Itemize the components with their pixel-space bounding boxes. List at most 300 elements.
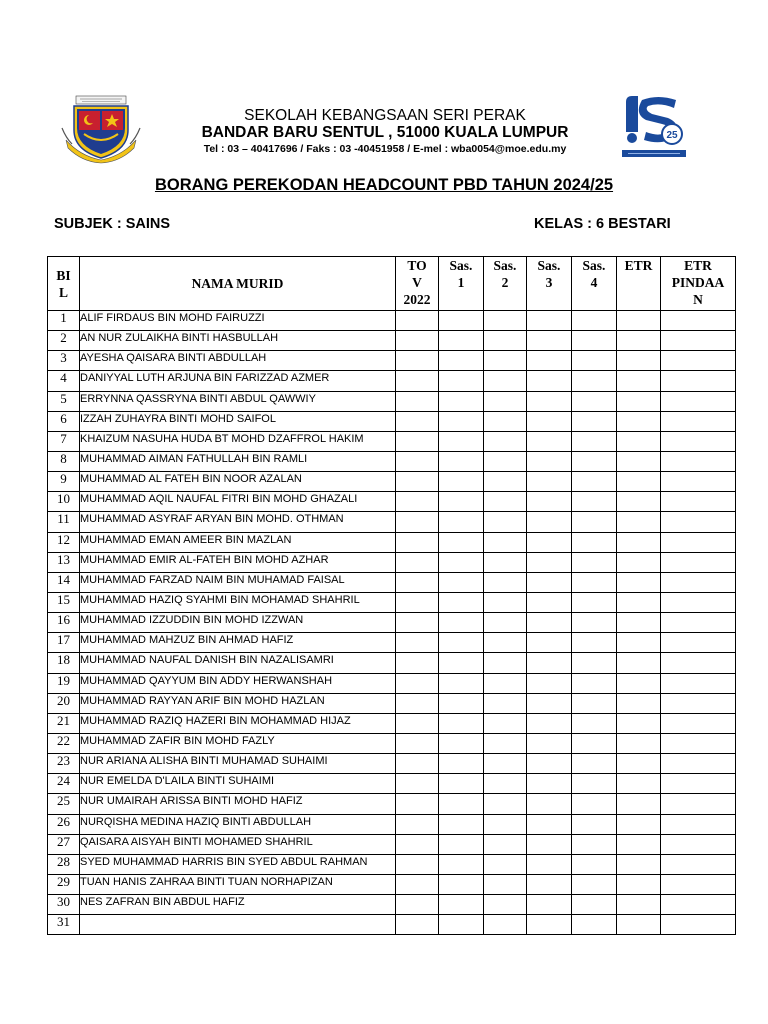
table-row (48, 613, 736, 633)
etr-cell[interactable] (617, 451, 661, 471)
student-name: MUHAMMAD AIMAN FATHULLAH BIN RAMLI (80, 451, 396, 471)
etr-pindaan-cell[interactable] (661, 613, 736, 633)
etr-cell[interactable] (617, 814, 661, 834)
sas2-cell[interactable] (484, 532, 527, 552)
sas1-cell[interactable] (439, 915, 484, 935)
table-row (48, 572, 736, 592)
etr-pindaan-cell[interactable] (661, 754, 736, 774)
sas1-cell[interactable] (439, 895, 484, 915)
sas1-cell[interactable] (439, 331, 484, 351)
sas2-cell[interactable] (484, 854, 527, 874)
sas3-cell[interactable] (527, 874, 572, 894)
row-number: 29 (48, 874, 80, 894)
sas4-cell[interactable] (572, 472, 617, 492)
etr-cell[interactable] (617, 713, 661, 733)
sas3-cell[interactable] (527, 411, 572, 431)
sas2-cell[interactable] (484, 431, 527, 451)
student-name: ERRYNNA QASSRYNA BINTI ABDUL QAWWIY (80, 391, 396, 411)
table-row (48, 532, 736, 552)
tov-cell[interactable] (396, 532, 439, 552)
etr-pindaan-cell[interactable] (661, 895, 736, 915)
etr-pindaan-cell[interactable] (661, 311, 736, 331)
row-number: 27 (48, 834, 80, 854)
sas1-cell[interactable] (439, 673, 484, 693)
sas2-cell[interactable] (484, 331, 527, 351)
etr-pindaan-cell[interactable] (661, 774, 736, 794)
etr-cell[interactable] (617, 431, 661, 451)
sas2-cell[interactable] (484, 895, 527, 915)
table-body (48, 311, 736, 935)
sas2-cell[interactable] (484, 351, 527, 371)
sas1-cell[interactable] (439, 492, 484, 512)
etr-pindaan-cell[interactable] (661, 492, 736, 512)
tov-cell[interactable] (396, 472, 439, 492)
sas1-cell[interactable] (439, 532, 484, 552)
student-name: NES ZAFRAN BIN ABDUL HAFIZ (80, 895, 396, 915)
sas4-cell[interactable] (572, 391, 617, 411)
student-name: ALIF FIRDAUS BIN MOHD FAIRUZZI (80, 311, 396, 331)
table-header-row (48, 257, 736, 311)
sas2-cell[interactable] (484, 733, 527, 753)
header-text-line: 2 (501, 275, 509, 290)
sas4-cell[interactable] (572, 431, 617, 451)
sas3-cell[interactable] (527, 854, 572, 874)
etr-cell[interactable] (617, 492, 661, 512)
sas4-cell[interactable] (572, 713, 617, 733)
tov-cell[interactable] (396, 874, 439, 894)
header-etr-pindaan (661, 257, 736, 311)
sas1-cell[interactable] (439, 713, 484, 733)
sas1-cell[interactable] (439, 754, 484, 774)
sas4-cell[interactable] (572, 512, 617, 532)
sas1-cell[interactable] (439, 552, 484, 572)
etr-pindaan-cell[interactable] (661, 814, 736, 834)
sas2-cell[interactable] (484, 834, 527, 854)
etr-cell[interactable] (617, 794, 661, 814)
sas1-cell[interactable] (439, 834, 484, 854)
sas2-cell[interactable] (484, 311, 527, 331)
sas3-cell[interactable] (527, 371, 572, 391)
sas2-cell[interactable] (484, 874, 527, 894)
sas1-cell[interactable] (439, 472, 484, 492)
etr-pindaan-cell[interactable] (661, 693, 736, 713)
table-row (48, 733, 736, 753)
tov-cell[interactable] (396, 733, 439, 753)
etr-cell[interactable] (617, 733, 661, 753)
tov-cell[interactable] (396, 451, 439, 471)
table-row (48, 633, 736, 653)
sas3-cell[interactable] (527, 713, 572, 733)
sas1-cell[interactable] (439, 572, 484, 592)
sas2-cell[interactable] (484, 411, 527, 431)
etr-cell[interactable] (617, 472, 661, 492)
tov-cell[interactable] (396, 331, 439, 351)
etr-cell[interactable] (617, 895, 661, 915)
row-number: 18 (48, 653, 80, 673)
etr-pindaan-cell[interactable] (661, 915, 736, 935)
sas4-cell[interactable] (572, 895, 617, 915)
etr-cell[interactable] (617, 411, 661, 431)
sas1-cell[interactable] (439, 311, 484, 331)
sas1-cell[interactable] (439, 371, 484, 391)
sas1-cell[interactable] (439, 653, 484, 673)
sas2-cell[interactable] (484, 451, 527, 471)
tov-cell[interactable] (396, 673, 439, 693)
sas2-cell[interactable] (484, 633, 527, 653)
sas1-cell[interactable] (439, 854, 484, 874)
tov-cell[interactable] (396, 713, 439, 733)
program-logo (618, 92, 690, 162)
table-row (48, 311, 736, 331)
etr-pindaan-cell[interactable] (661, 673, 736, 693)
table-row (48, 794, 736, 814)
table-row (48, 693, 736, 713)
etr-pindaan-cell[interactable] (661, 532, 736, 552)
sas3-cell[interactable] (527, 592, 572, 612)
sas4-cell[interactable] (572, 451, 617, 471)
etr-cell[interactable] (617, 351, 661, 371)
header-text-line: NAMA MURID (191, 276, 284, 291)
header-text-line: L (58, 284, 68, 300)
sas3-cell[interactable] (527, 512, 572, 532)
form-title: BORANG PEREKODAN HEADCOUNT PBD TAHUN 2024/25 (154, 176, 614, 194)
sas3-cell[interactable] (527, 311, 572, 331)
etr-pindaan-cell[interactable] (661, 512, 736, 532)
row-number: 7 (48, 431, 80, 451)
tov-cell[interactable] (396, 391, 439, 411)
table-row (48, 673, 736, 693)
sas4-cell[interactable] (572, 331, 617, 351)
row-number: 11 (48, 512, 80, 532)
student-name (80, 915, 396, 935)
etr-pindaan-cell[interactable] (661, 552, 736, 572)
sas4-cell[interactable] (572, 774, 617, 794)
etr-cell[interactable] (617, 754, 661, 774)
etr-pindaan-cell[interactable] (661, 794, 736, 814)
sas4-cell[interactable] (572, 633, 617, 653)
sas2-cell[interactable] (484, 713, 527, 733)
sas1-cell[interactable] (439, 814, 484, 834)
table-row (48, 512, 736, 532)
header-text-line: N (693, 292, 703, 307)
sas3-cell[interactable] (527, 532, 572, 552)
sas2-cell[interactable] (484, 371, 527, 391)
table-row (48, 492, 736, 512)
sas3-cell[interactable] (527, 613, 572, 633)
sas4-cell[interactable] (572, 592, 617, 612)
etr-cell[interactable] (617, 391, 661, 411)
table-row (48, 774, 736, 794)
student-name: KHAIZUM NASUHA HUDA BT MOHD DZAFFROL HAKIM (80, 431, 396, 451)
row-number: 28 (48, 854, 80, 874)
row-number: 5 (48, 391, 80, 411)
tov-cell[interactable] (396, 794, 439, 814)
sas3-cell[interactable] (527, 693, 572, 713)
sas1-cell[interactable] (439, 613, 484, 633)
header-sas-3 (527, 257, 572, 311)
sas3-cell[interactable] (527, 492, 572, 512)
sas3-cell[interactable] (527, 653, 572, 673)
subject-label: SUBJEK : SAINS (54, 216, 171, 232)
table-row (48, 411, 736, 431)
school-address: BANDAR BARU SENTUL , 51000 KUALA LUMPUR (201, 124, 569, 141)
sas1-cell[interactable] (439, 633, 484, 653)
sas2-cell[interactable] (484, 572, 527, 592)
sas2-cell[interactable] (484, 794, 527, 814)
sas1-cell[interactable] (439, 592, 484, 612)
sas3-cell[interactable] (527, 451, 572, 471)
student-name: MUHAMMAD ZAFIR BIN MOHD FAZLY (80, 733, 396, 753)
etr-pindaan-cell[interactable] (661, 391, 736, 411)
tov-cell[interactable] (396, 854, 439, 874)
student-name: NURQISHA MEDINA HAZIQ BINTI ABDULLAH (80, 814, 396, 834)
student-name: NUR UMAIRAH ARISSA BINTI MOHD HAFIZ (80, 794, 396, 814)
table-row (48, 854, 736, 874)
program-logo-number: 25 (666, 130, 678, 141)
table-row (48, 391, 736, 411)
sas1-cell[interactable] (439, 351, 484, 371)
tov-cell[interactable] (396, 311, 439, 331)
etr-pindaan-cell[interactable] (661, 713, 736, 733)
sas4-cell[interactable] (572, 814, 617, 834)
etr-cell[interactable] (617, 774, 661, 794)
sas4-cell[interactable] (572, 311, 617, 331)
sas2-cell[interactable] (484, 693, 527, 713)
etr-pindaan-cell[interactable] (661, 431, 736, 451)
sas4-cell[interactable] (572, 371, 617, 391)
sas2-cell[interactable] (484, 814, 527, 834)
etr-pindaan-cell[interactable] (661, 592, 736, 612)
etr-cell[interactable] (617, 532, 661, 552)
sas4-cell[interactable] (572, 794, 617, 814)
etr-cell[interactable] (617, 673, 661, 693)
etr-pindaan-cell[interactable] (661, 653, 736, 673)
sas3-cell[interactable] (527, 754, 572, 774)
table-row (48, 552, 736, 572)
student-name: QAISARA AISYAH BINTI MOHAMED SHAHRIL (80, 834, 396, 854)
sas1-cell[interactable] (439, 874, 484, 894)
row-number: 17 (48, 633, 80, 653)
row-number: 26 (48, 814, 80, 834)
row-number: 1 (48, 311, 80, 331)
etr-cell[interactable] (617, 371, 661, 391)
header-text-line: 1 (457, 275, 465, 290)
tov-cell[interactable] (396, 633, 439, 653)
sas3-cell[interactable] (527, 733, 572, 753)
header-sas-2 (484, 257, 527, 311)
table-row (48, 653, 736, 673)
sas1-cell[interactable] (439, 733, 484, 753)
sas2-cell[interactable] (484, 754, 527, 774)
table-row (48, 814, 736, 834)
row-number: 20 (48, 693, 80, 713)
etr-pindaan-cell[interactable] (661, 411, 736, 431)
table-row (48, 874, 736, 894)
table-row (48, 895, 736, 915)
sas1-cell[interactable] (439, 693, 484, 713)
sas2-cell[interactable] (484, 673, 527, 693)
table-row (48, 351, 736, 371)
sas3-cell[interactable] (527, 331, 572, 351)
sas4-cell[interactable] (572, 653, 617, 673)
school-name: SEKOLAH KEBANGSAAN SERI PERAK (244, 107, 526, 124)
sas1-cell[interactable] (439, 774, 484, 794)
row-number: 6 (48, 411, 80, 431)
header-text-line: Sas. (449, 258, 473, 273)
sas4-cell[interactable] (572, 411, 617, 431)
etr-cell[interactable] (617, 613, 661, 633)
sas2-cell[interactable] (484, 774, 527, 794)
etr-cell[interactable] (617, 653, 661, 673)
tov-cell[interactable] (396, 371, 439, 391)
tov-cell[interactable] (396, 895, 439, 915)
etr-cell[interactable] (617, 311, 661, 331)
tov-cell[interactable] (396, 592, 439, 612)
tov-cell[interactable] (396, 814, 439, 834)
tov-cell[interactable] (396, 572, 439, 592)
etr-pindaan-cell[interactable] (661, 834, 736, 854)
sas3-cell[interactable] (527, 834, 572, 854)
tov-cell[interactable] (396, 512, 439, 532)
header-text-line: 3 (545, 275, 553, 290)
sas1-cell[interactable] (439, 451, 484, 471)
etr-cell[interactable] (617, 834, 661, 854)
row-number: 4 (48, 371, 80, 391)
sas3-cell[interactable] (527, 794, 572, 814)
row-number: 25 (48, 794, 80, 814)
row-number: 16 (48, 613, 80, 633)
sas2-cell[interactable] (484, 552, 527, 572)
etr-cell[interactable] (617, 592, 661, 612)
student-name: MUHAMMAD MAHZUZ BIN AHMAD HAFIZ (80, 633, 396, 653)
school-contact: Tel : 03 – 40417696 / Faks : 03 -40451958 / E-mel : wba0054@moe.edu.my (203, 143, 567, 155)
etr-pindaan-cell[interactable] (661, 472, 736, 492)
tov-cell[interactable] (396, 774, 439, 794)
etr-pindaan-cell[interactable] (661, 371, 736, 391)
sas2-cell[interactable] (484, 653, 527, 673)
sas3-cell[interactable] (527, 552, 572, 572)
tov-cell[interactable] (396, 613, 439, 633)
tov-cell[interactable] (396, 411, 439, 431)
sas1-cell[interactable] (439, 512, 484, 532)
headcount-table (47, 256, 736, 935)
sas1-cell[interactable] (439, 431, 484, 451)
sas2-cell[interactable] (484, 592, 527, 612)
sas4-cell[interactable] (572, 733, 617, 753)
row-number: 14 (48, 572, 80, 592)
sas3-cell[interactable] (527, 814, 572, 834)
school-crest-logo (60, 94, 142, 164)
etr-cell[interactable] (617, 331, 661, 351)
sas3-cell[interactable] (527, 572, 572, 592)
etr-pindaan-cell[interactable] (661, 572, 736, 592)
sas2-cell[interactable] (484, 613, 527, 633)
etr-cell[interactable] (617, 552, 661, 572)
sas4-cell[interactable] (572, 532, 617, 552)
header-text-line: BI (56, 267, 71, 283)
student-name: AYESHA QAISARA BINTI ABDULLAH (80, 351, 396, 371)
sas4-cell[interactable] (572, 874, 617, 894)
sas4-cell[interactable] (572, 834, 617, 854)
etr-pindaan-cell[interactable] (661, 733, 736, 753)
sas3-cell[interactable] (527, 351, 572, 371)
sas4-cell[interactable] (572, 673, 617, 693)
etr-pindaan-cell[interactable] (661, 633, 736, 653)
sas3-cell[interactable] (527, 915, 572, 935)
sas4-cell[interactable] (572, 854, 617, 874)
etr-cell[interactable] (617, 854, 661, 874)
etr-pindaan-cell[interactable] (661, 874, 736, 894)
class-label: KELAS : 6 BESTARI (534, 216, 671, 232)
header-tov-2022 (396, 257, 439, 311)
sas1-cell[interactable] (439, 391, 484, 411)
sas4-cell[interactable] (572, 492, 617, 512)
sas4-cell[interactable] (572, 613, 617, 633)
sas1-cell[interactable] (439, 794, 484, 814)
etr-cell[interactable] (617, 572, 661, 592)
sas3-cell[interactable] (527, 431, 572, 451)
sas4-cell[interactable] (572, 754, 617, 774)
tov-cell[interactable] (396, 754, 439, 774)
sas2-cell[interactable] (484, 472, 527, 492)
sas3-cell[interactable] (527, 895, 572, 915)
row-number: 30 (48, 895, 80, 915)
row-number: 3 (48, 351, 80, 371)
header-nama-murid (80, 257, 396, 311)
tov-cell[interactable] (396, 552, 439, 572)
row-number: 23 (48, 754, 80, 774)
tov-cell[interactable] (396, 834, 439, 854)
sas2-cell[interactable] (484, 512, 527, 532)
tov-cell[interactable] (396, 431, 439, 451)
etr-pindaan-cell[interactable] (661, 854, 736, 874)
etr-cell[interactable] (617, 512, 661, 532)
sas3-cell[interactable] (527, 391, 572, 411)
sas2-cell[interactable] (484, 391, 527, 411)
etr-cell[interactable] (617, 915, 661, 935)
sas3-cell[interactable] (527, 774, 572, 794)
row-number: 24 (48, 774, 80, 794)
etr-cell[interactable] (617, 693, 661, 713)
sas4-cell[interactable] (572, 693, 617, 713)
sas4-cell[interactable] (572, 351, 617, 371)
tov-cell[interactable] (396, 915, 439, 935)
etr-pindaan-cell[interactable] (661, 331, 736, 351)
sas4-cell[interactable] (572, 572, 617, 592)
tov-cell[interactable] (396, 653, 439, 673)
tov-cell[interactable] (396, 693, 439, 713)
sas3-cell[interactable] (527, 472, 572, 492)
sas4-cell[interactable] (572, 915, 617, 935)
sas2-cell[interactable] (484, 915, 527, 935)
etr-cell[interactable] (617, 633, 661, 653)
tov-cell[interactable] (396, 492, 439, 512)
student-name: NUR EMELDA D'LAILA BINTI SUHAIMI (80, 774, 396, 794)
sas4-cell[interactable] (572, 552, 617, 572)
etr-pindaan-cell[interactable] (661, 351, 736, 371)
header-etr (617, 257, 661, 311)
etr-pindaan-cell[interactable] (661, 451, 736, 471)
tov-cell[interactable] (396, 351, 439, 371)
sas1-cell[interactable] (439, 411, 484, 431)
etr-cell[interactable] (617, 874, 661, 894)
sas3-cell[interactable] (527, 673, 572, 693)
sas2-cell[interactable] (484, 492, 527, 512)
sas3-cell[interactable] (527, 633, 572, 653)
student-name: MUHAMMAD IZZUDDIN BIN MOHD IZZWAN (80, 613, 396, 633)
header-text-line: 4 (590, 275, 598, 290)
table-row (48, 431, 736, 451)
